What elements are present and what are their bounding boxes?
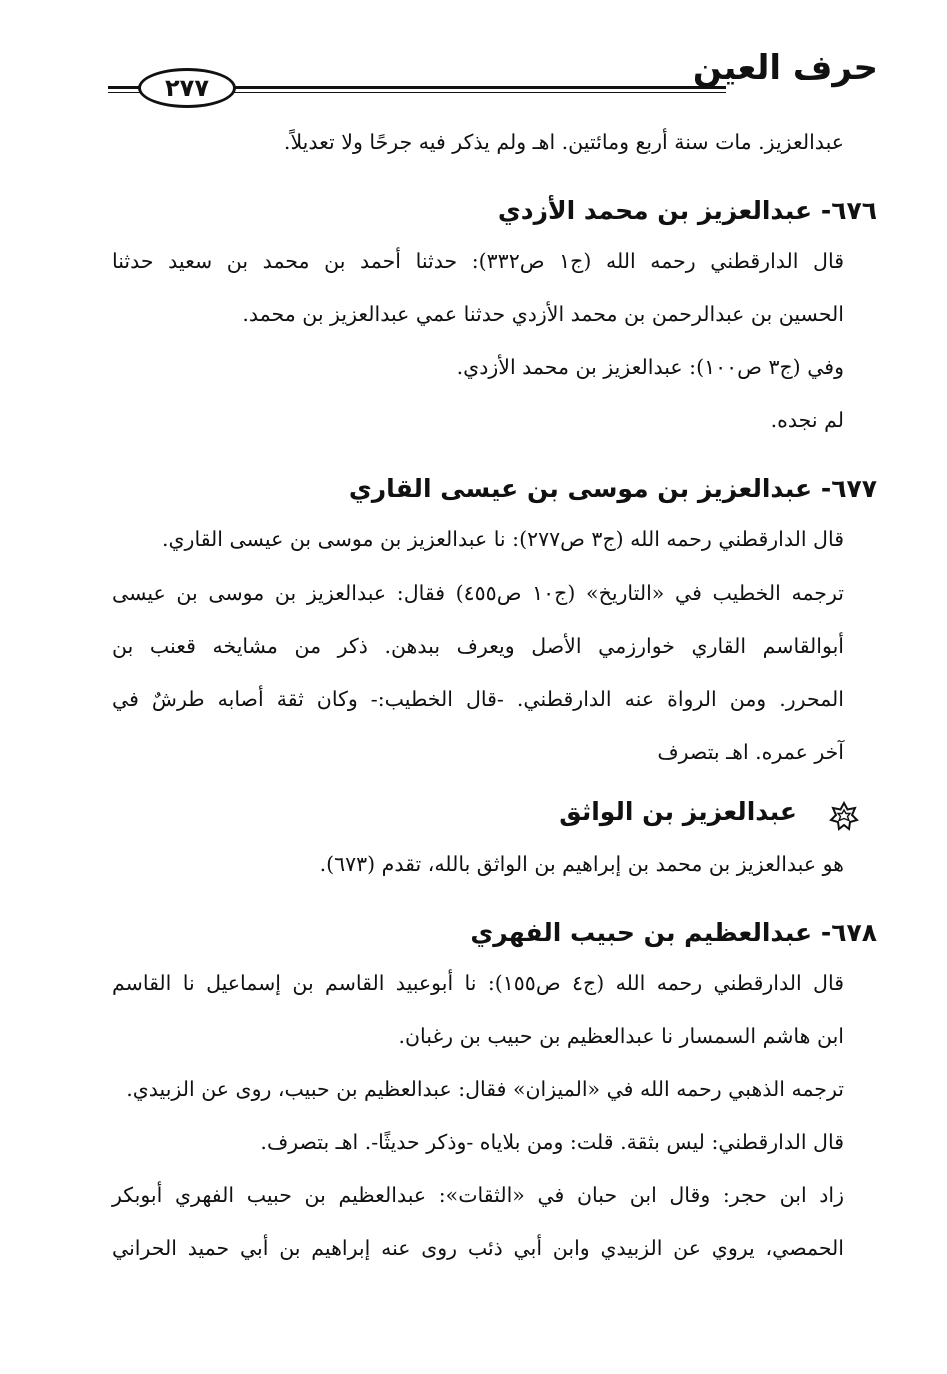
entry-676-line-4: لم نجده.	[770, 408, 844, 432]
cross-reference-heading: عبدالعزيز بن الواثق	[559, 797, 797, 826]
entry-676-line-3: وفي (ج٣ ص١٠٠): عبدالعزيز بن محمد الأزدي.	[456, 355, 844, 379]
entry-677-line-1: قال الدارقطني رحمه الله (ج٣ ص٢٧٧): نا عبدالعزيز بن موسى بن عيسى القاري.	[161, 527, 844, 551]
entry-677-heading: ٦٧٧- عبدالعزيز بن موسى بن عيسى القاري	[348, 474, 877, 503]
entry-678-line-3: ترجمه الذهبي رحمه الله في «الميزان» فقال: عبدالعظيم بن حبيب، روى عن الزبيدي.	[126, 1077, 844, 1101]
cross-reference-line: هو عبدالعزيز بن محمد بن إبراهيم بن الواثق بالله، تقدم (٦٧٣).	[319, 852, 844, 876]
entry-676-line-2: الحسين بن عبدالرحمن بن محمد الأزدي حدثنا عمي عبدالعزيز بن محمد.	[242, 302, 844, 326]
entry-676-heading: ٦٧٦- عبدالعزيز بن محمد الأزدي	[497, 196, 877, 225]
entry-678-line-5: زاد ابن حجر: وقال ابن حبان في «الثقات»: عبدالعظيم بن حبيب الفهري أبوبكر	[112, 1183, 844, 1207]
entry-678-line-2: ابن هاشم السمسار نا عبدالعظيم بن حبيب بن رغبان.	[398, 1024, 844, 1048]
entry-678-heading: ٦٧٨- عبدالعظيم بن حبيب الفهري	[470, 918, 877, 947]
page-header	[108, 46, 878, 110]
entry-677-line-3: أبوالقاسم القاري خوارزمي الأصل ويعرف ببدهن. ذكر من مشايخه قعنب بن	[112, 634, 844, 658]
entry-678-line-4: قال الدارقطني: ليس بثقة. قلت: ومن بلاياه -وذكر حديثًا-. اهـ بتصرف.	[260, 1130, 844, 1154]
intro-line: عبدالعزيز. مات سنة أربع ومائتين. اهـ ولم يذكر فيه جرحًا ولا تعديلاً.	[283, 130, 844, 154]
entry-678-line-1: قال الدارقطني رحمه الله (ج٤ ص١٥٥): نا أبوعبيد القاسم بن إسماعيل نا القاسم	[112, 971, 844, 995]
entry-678-line-6: الحمصي، يروي عن الزبيدي وابن أبي ذئب روى عنه إبراهيم بن أبي حميد الحراني	[112, 1236, 844, 1260]
entry-677-line-4: المحرر. ومن الرواة عنه الدارقطني. -قال الخطيب:- وكان ثقة أصابه طرشٌ في	[112, 687, 844, 711]
page-number: ٢٧٧	[165, 74, 209, 102]
running-title: حرف العين	[692, 48, 878, 88]
entry-677-line-5: آخر عمره. اهـ بتصرف	[657, 740, 844, 764]
ornament-star-icon	[829, 801, 859, 831]
entry-677-line-2: ترجمه الخطيب في «التاريخ» (ج١٠ ص٤٥٥) فقال: عبدالعزيز بن موسى بن عيسى	[112, 581, 844, 605]
page-number-badge	[138, 68, 236, 108]
entry-676-line-1: قال الدارقطني رحمه الله (ج١ ص٣٣٢): حدثنا أحمد بن محمد بن سعيد حدثنا	[112, 249, 844, 273]
